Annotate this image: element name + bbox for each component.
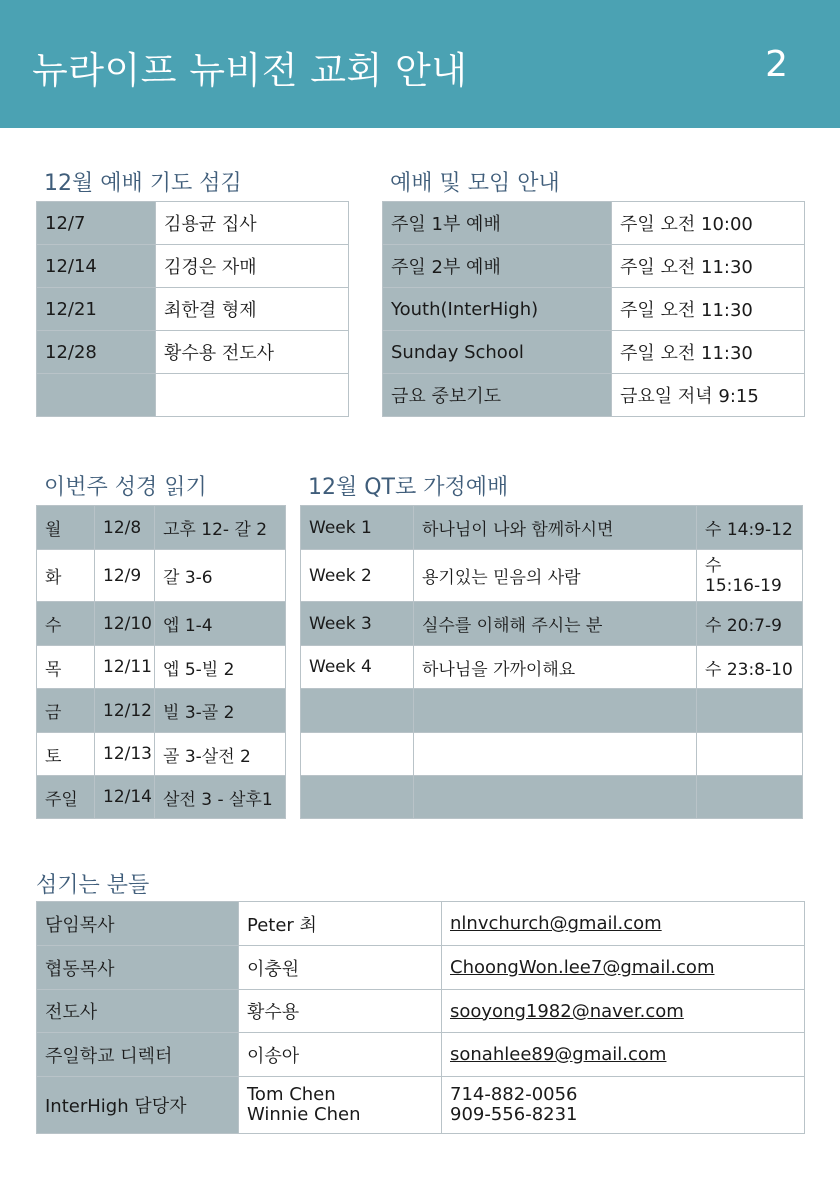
staff-name: Winnie Chen: [247, 1104, 361, 1125]
bible-passage: 엡 1-4: [155, 602, 286, 646]
worship-name: 주일 1부 예배: [383, 202, 612, 245]
table-row: [37, 245, 349, 288]
bible-day: 주일: [37, 776, 95, 819]
bible-date: 12/11: [95, 646, 155, 689]
prayer-name: 김용균 집사: [156, 202, 349, 245]
staff-phones: [442, 1077, 805, 1134]
table-row: [301, 733, 803, 776]
qt-topic: [414, 776, 697, 819]
table-row: [383, 374, 805, 417]
qt-reference: [697, 776, 803, 819]
bible-passage: 갈 3-6: [155, 550, 286, 602]
qt-section-title: 12월 QT로 가정예배: [308, 475, 509, 500]
qt-reference: [697, 689, 803, 733]
table-row: [37, 733, 286, 776]
bible-day: 금: [37, 689, 95, 733]
qt-topic: 하나님이 나와 함께하시면: [414, 506, 697, 550]
worship-time: 금요일 저녁 9:15: [612, 374, 805, 417]
table-row: [37, 1077, 805, 1134]
bible-day: 토: [37, 733, 95, 776]
page-title: 뉴라이프 뉴비전 교회 안내: [32, 49, 468, 92]
prayer-date: 12/21: [37, 288, 156, 331]
staff-role: 전도사: [37, 990, 239, 1033]
staff-role: 담임목사: [37, 902, 239, 946]
table-row: [383, 202, 805, 245]
table-row: [37, 776, 286, 819]
staff-name: Peter 최: [239, 902, 442, 946]
table-row: [301, 776, 803, 819]
table-row: [37, 550, 286, 602]
header-banner: [0, 0, 840, 128]
qt-topic: 용기있는 믿음의 사람: [414, 550, 697, 602]
prayer-name: 황수용 전도사: [156, 331, 349, 374]
table-row: [301, 646, 803, 689]
table-row: [37, 646, 286, 689]
prayer-name: [156, 374, 349, 417]
staff-name: 황수용: [239, 990, 442, 1033]
table-row: [37, 374, 349, 417]
qt-reference: 수 20:7-9: [697, 602, 803, 646]
qt-week: Week 3: [301, 602, 414, 646]
prayer-date: 12/14: [37, 245, 156, 288]
qt-reference: 수 23:8-10: [697, 646, 803, 689]
staff-role: 주일학교 디렉터: [37, 1033, 239, 1077]
table-row: [37, 331, 349, 374]
staff-email-link[interactable]: sooyong1982@naver.com: [442, 990, 805, 1033]
qt-topic: [414, 689, 697, 733]
table-row: [301, 550, 803, 602]
staff-name: Tom Chen: [247, 1084, 336, 1105]
prayer-name: 김경은 자매: [156, 245, 349, 288]
worship-time: 주일 오전 11:30: [612, 331, 805, 374]
qt-topic: [414, 733, 697, 776]
worship-name: 금요 중보기도: [383, 374, 612, 417]
staff-section-title: 섬기는 분들: [36, 873, 150, 898]
qt-week: [301, 733, 414, 776]
bible-day: 목: [37, 646, 95, 689]
bible-passage: 빌 3-골 2: [155, 689, 286, 733]
table-row: [301, 602, 803, 646]
worship-time: 주일 오전 11:30: [612, 245, 805, 288]
prayer-date: 12/7: [37, 202, 156, 245]
bible-day: 수: [37, 602, 95, 646]
qt-reference: [697, 550, 803, 602]
bible-day: 월: [37, 506, 95, 550]
prayer-name: 최한결 형제: [156, 288, 349, 331]
worship-time: 주일 오전 10:00: [612, 202, 805, 245]
bible-passage: 살전 3 - 살후1: [155, 776, 286, 819]
prayer-date: [37, 374, 156, 417]
table-row: [37, 946, 805, 990]
table-row: [383, 245, 805, 288]
worship-table: [382, 201, 805, 417]
table-row: [383, 331, 805, 374]
bible-date: 12/12: [95, 689, 155, 733]
qt-reference: [697, 733, 803, 776]
worship-section-title: 예배 및 모임 안내: [390, 171, 560, 196]
staff-role: 협동목사: [37, 946, 239, 990]
qt-table: [300, 505, 803, 819]
table-row: [37, 689, 286, 733]
qt-week: Week 2: [301, 550, 414, 602]
staff-phone: 909-556-8231: [450, 1104, 578, 1125]
prayer-section-title: 12월 예배 기도 섬김: [44, 171, 242, 196]
staff-phone: 714-882-0056: [450, 1084, 578, 1105]
worship-name: Sunday School: [383, 331, 612, 374]
qt-topic: 하나님을 가까이해요: [414, 646, 697, 689]
worship-name: Youth(InterHigh): [383, 288, 612, 331]
qt-reference-line: 수: [705, 555, 722, 576]
qt-reference: 수 14:9-12: [697, 506, 803, 550]
bible-passage: 골 3-살전 2: [155, 733, 286, 776]
staff-email-link[interactable]: ChoongWon.lee7@gmail.com: [442, 946, 805, 990]
bible-passage: 고후 12- 갈 2: [155, 506, 286, 550]
bible-date: 12/8: [95, 506, 155, 550]
qt-topic: 실수를 이해해 주시는 분: [414, 602, 697, 646]
staff-email-link[interactable]: sonahlee89@gmail.com: [442, 1033, 805, 1077]
bible-passage: 엡 5-빌 2: [155, 646, 286, 689]
table-row: [37, 990, 805, 1033]
qt-week: [301, 776, 414, 819]
bible-date: 12/10: [95, 602, 155, 646]
table-row: [301, 506, 803, 550]
table-row: [37, 506, 286, 550]
table-row: [301, 689, 803, 733]
table-row: [37, 202, 349, 245]
table-row: [37, 602, 286, 646]
qt-week: Week 1: [301, 506, 414, 550]
qt-week: Week 4: [301, 646, 414, 689]
bible-table: [36, 505, 286, 819]
staff-names: [239, 1077, 442, 1134]
table-row: [37, 1033, 805, 1077]
prayer-table: [36, 201, 349, 417]
worship-time: 주일 오전 11:30: [612, 288, 805, 331]
table-row: [383, 288, 805, 331]
bible-section-title: 이번주 성경 읽기: [44, 475, 207, 500]
page-number: 2: [765, 44, 788, 85]
bible-date: 12/13: [95, 733, 155, 776]
bible-day: 화: [37, 550, 95, 602]
worship-name: 주일 2부 예배: [383, 245, 612, 288]
staff-name: 이충원: [239, 946, 442, 990]
staff-name: 이송아: [239, 1033, 442, 1077]
staff-email-link[interactable]: nlnvchurch@gmail.com: [442, 902, 805, 946]
staff-role: InterHigh 담당자: [37, 1077, 239, 1134]
staff-table: [36, 901, 805, 1134]
table-row: [37, 902, 805, 946]
bible-date: 12/14: [95, 776, 155, 819]
table-row: [37, 288, 349, 331]
qt-week: [301, 689, 414, 733]
prayer-date: 12/28: [37, 331, 156, 374]
bible-date: 12/9: [95, 550, 155, 602]
qt-reference-line: 15:16-19: [705, 575, 782, 596]
